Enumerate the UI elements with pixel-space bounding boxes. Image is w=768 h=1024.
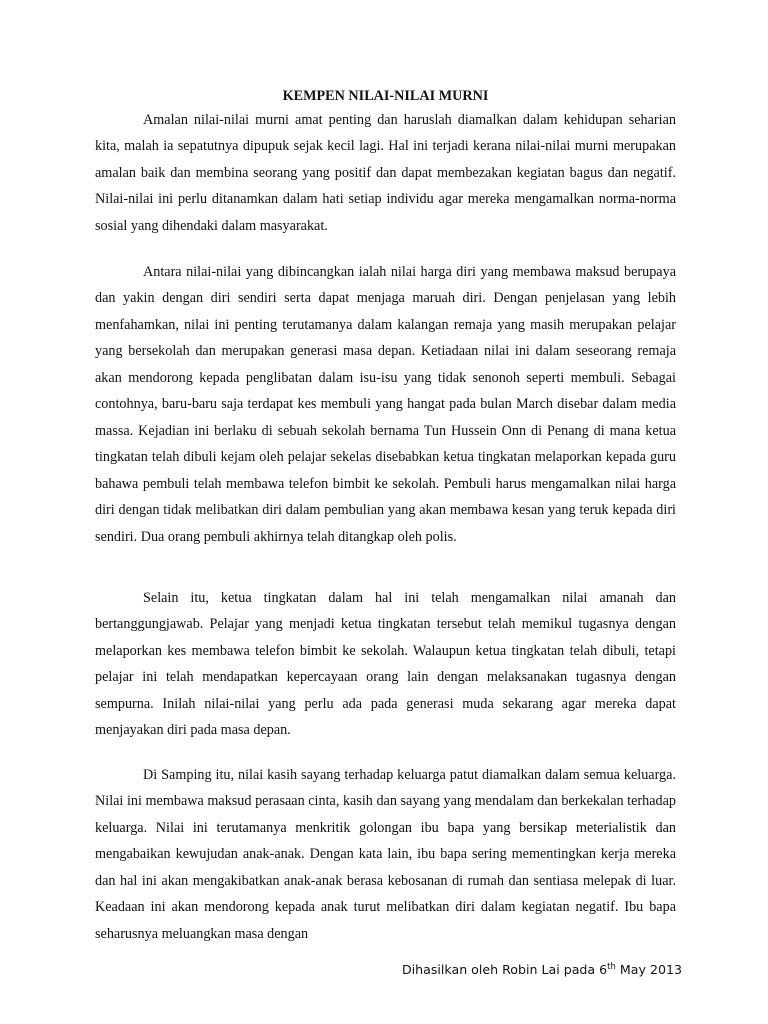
footer-superscript: th xyxy=(607,962,616,972)
page-footer xyxy=(402,960,682,980)
footer-text: Dihasilkan oleh Robin Lai pada 6 xyxy=(401,962,608,977)
paragraph-amanah: Selain itu, ketua tingkatan dalam hal ini telah mengamalkan nilai amanah dan bertanggungjawab. Pelajar yang menjadi ketua tingkatan tersebut telah memikul tugasnya dengan melaporkan kes membawa telefon bimbit ke sekolah. Walaupun ketua tingkatan telah dibuli, tetapi pelajar ini telah mendapatkan kepercayaan orang lain dengan melaksanakan tugasnya dengan sempurna. Inilah nilai-nilai yang perlu ada pada generasi muda sekarang agar mereka dapat menjayakan diri pada masa depan. xyxy=(95,590,676,739)
footer-date-suffix: May 2013 xyxy=(615,962,682,977)
paragraph-kasih-sayang: Di Samping itu, nilai kasih sayang terhadap keluarga patut diamalkan dalam semua keluarga. Nilai ini membawa maksud perasaan cinta, kasih dan sayang yang mendalam dan berkekalan terhadap keluarga. Nilai ini terutamanya menkritik golongan ibu bapa yang bersikap meterialistik dan mengabaikan kewujudan anak-anak. Dengan kata lain, ibu bapa sering mementingkan kerja mereka dan hal ini akan mengakibatkan anak-anak berasa kebosanan di rumah dan sentiasa melepak di luar. Keadaan ini akan mendorong kepada anak turut melibatkan diri dalam kegiatan negatif. Ibu bapa seharusnya meluangkan masa dengan xyxy=(95,767,676,942)
document-title: KEMPEN NILAI-NILAI MURNI xyxy=(282,88,489,104)
paragraph-harga-diri: Antara nilai-nilai yang dibincangkan ialah nilai harga diri yang membawa maksud berupaya dan yakin dengan diri sendiri serta dapat menjaga maruah diri. Dengan penjelasan yang lebih menfahamkan, nilai ini penting terutamanya dalam kalangan remaja yang masih merupakan pelajar yang bersekolah dan merupakan generasi masa depan. Ketiadaan nilai ini dalam seseorang remaja akan mendorong kepada penglibatan dalam isu-isu yang tidak senonoh seperti membuli. Sebagai contohnya, baru-baru saja terdapat kes membuli yang hangat pada bulan March disebar dalam media massa. Kejadian ini berlaku di sebuah sekolah bernama Tun Hussein Onn di Penang di mana ketua tingkatan telah dibuli kejam oleh pelajar sekelas disebabkan ketua tingkatan melaporkan kepada guru bahawa pembuli telah membawa telefon bimbit ke sekolah. Pembuli harus mengamalkan nilai harga diri dengan tidak melibatkan diri dalam pembulian yang akan membawa kesan yang teruk kepada diri sendiri. Dua orang pembuli akhirnya telah ditangkap oleh polis. xyxy=(95,264,676,545)
paragraph-intro: Amalan nilai-nilai murni amat penting dan haruslah diamalkan dalam kehidupan seharian kita, malah ia sepatutnya dipupuk sejak kecil lagi. Hal ini terjadi kerana nilai-nilai murni merupakan amalan baik dan membina seorang yang positif dan dapat membezakan kegiatan bagus dan negatif. Nilai-nilai ini perlu ditanamkan dalam hati setiap individu agar mereka mengamalkan norma-norma sosial yang dihendaki dalam masyarakat. xyxy=(95,112,676,234)
